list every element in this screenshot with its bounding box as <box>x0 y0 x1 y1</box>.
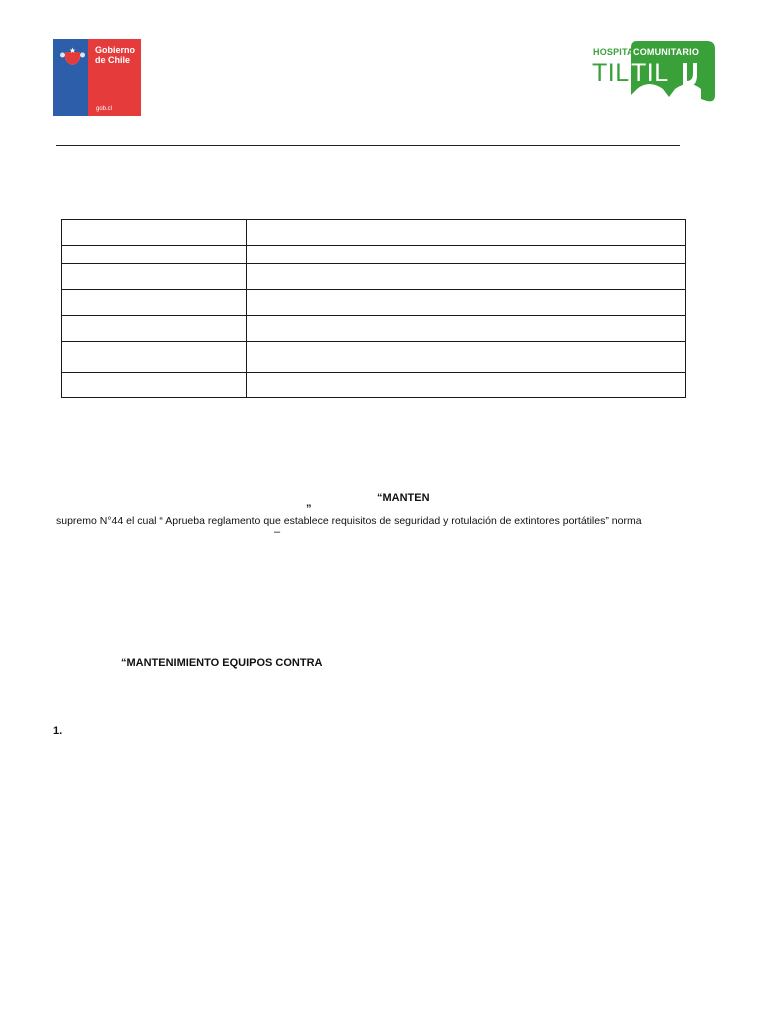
paragraph-fragment: supremo N°44 el cual “ Aprueba reglamento que establece requisitos de seguridad y rotulación de extintores portátiles” norma <box>56 515 642 527</box>
section-heading: “MANTENIMIENTO EQUIPOS CONTRA <box>121 657 323 669</box>
table-row <box>62 246 686 264</box>
header-divider <box>56 145 680 146</box>
gobierno-de-chile-logo <box>53 39 141 116</box>
table-label-cell <box>62 264 247 290</box>
til-word-right: TIL <box>631 59 669 87</box>
coat-of-arms-icon <box>59 43 86 67</box>
table-row <box>62 264 686 290</box>
logo-blue-band <box>53 39 88 116</box>
table-label-cell <box>62 316 247 342</box>
document-title-fragment: “MANTEN <box>377 492 430 504</box>
gob-url-text: gob.cl <box>96 106 113 112</box>
table-value-cell <box>247 290 686 316</box>
table-label-cell <box>62 290 247 316</box>
table-row <box>62 316 686 342</box>
hospital-til-til-logo <box>591 41 715 103</box>
table-label-cell <box>62 220 247 246</box>
table-label-cell <box>62 373 247 398</box>
gobierno-de-chile-text: Gobierno de Chile <box>95 45 135 65</box>
til-word-left: TIL <box>592 59 630 87</box>
table-row <box>62 290 686 316</box>
closing-quote-fragment: ” <box>306 503 312 515</box>
table-value-cell <box>247 246 686 264</box>
list-number: 1. <box>53 725 63 737</box>
hospital-word: HOSPITAL <box>593 47 640 57</box>
dash-fragment: – <box>274 526 281 538</box>
table-value-cell <box>247 316 686 342</box>
table-label-cell <box>62 246 247 264</box>
table-row <box>62 220 686 246</box>
table-value-cell <box>247 264 686 290</box>
logo-red-band <box>88 39 141 116</box>
table-row <box>62 373 686 398</box>
comunitario-word: COMUNITARIO <box>633 47 700 57</box>
table-value-cell <box>247 373 686 398</box>
table-value-cell <box>247 220 686 246</box>
table-value-cell <box>247 342 686 373</box>
table-row <box>62 342 686 373</box>
table-label-cell <box>62 342 247 373</box>
info-table <box>61 219 686 398</box>
